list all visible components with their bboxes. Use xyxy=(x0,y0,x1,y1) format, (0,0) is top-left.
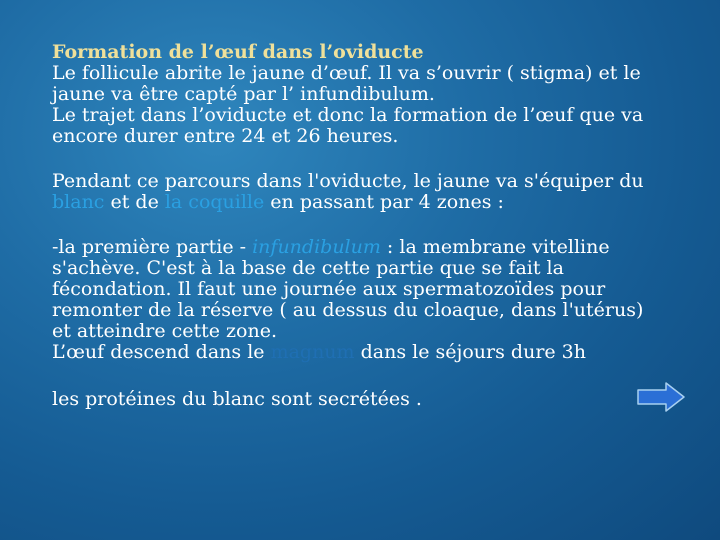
slide-body xyxy=(52,42,692,410)
para3-line4: remonter de la réserve ( au dessus du cloaque, dans l'utérus) xyxy=(52,299,644,321)
para3-line3: fécondation. Il faut une journée aux spermatozoïdes pour xyxy=(52,278,606,300)
para3-suffix: : la membrane vitelline xyxy=(380,236,610,258)
para1-line3: Le trajet dans l’oviducte et donc la formation de l’œuf que va xyxy=(52,104,644,126)
para3-prefix: -la première partie - xyxy=(52,236,253,258)
coquille-term: la coquille xyxy=(164,191,265,213)
paragraph-gap xyxy=(52,213,692,237)
paragraph-gap xyxy=(52,147,692,171)
para3-line2: s'achève. C'est à la base de cette partie que se fait la xyxy=(52,257,564,279)
para1-line1: Le follicule abrite le jaune d’œuf. Il va s’ouvrir ( stigma) et le xyxy=(52,62,641,84)
paragraph-gap xyxy=(52,363,692,389)
para2-rest: en passant par 4 zones : xyxy=(264,191,504,213)
para4-line1: les protéines du blanc sont secrétées . xyxy=(52,388,422,410)
blanc-term: blanc xyxy=(52,191,105,213)
para1-line2: jaune va être capté par l’ infundibulum. xyxy=(52,83,435,105)
para2-line1: Pendant ce parcours dans l'oviducte, le jaune va s'équiper du xyxy=(52,170,644,192)
right-arrow-icon[interactable] xyxy=(636,381,686,413)
descend-suffix: dans le séjours dure 3h xyxy=(354,341,587,363)
para3-line5: et atteindre cette zone. xyxy=(52,320,278,342)
para3-line6 xyxy=(52,342,692,363)
magnum-term: magnum xyxy=(270,341,355,363)
infundibulum-term: infundibulum xyxy=(252,236,381,258)
para3-line1 xyxy=(52,237,692,258)
descend-prefix: L’œuf descend dans le xyxy=(52,341,271,363)
para2-connector: et de xyxy=(104,191,165,213)
para1-line4: encore durer entre 24 et 26 heures. xyxy=(52,125,399,147)
para2-line2 xyxy=(52,192,692,213)
slide-title: Formation de l’œuf dans l’oviducte xyxy=(52,41,424,63)
